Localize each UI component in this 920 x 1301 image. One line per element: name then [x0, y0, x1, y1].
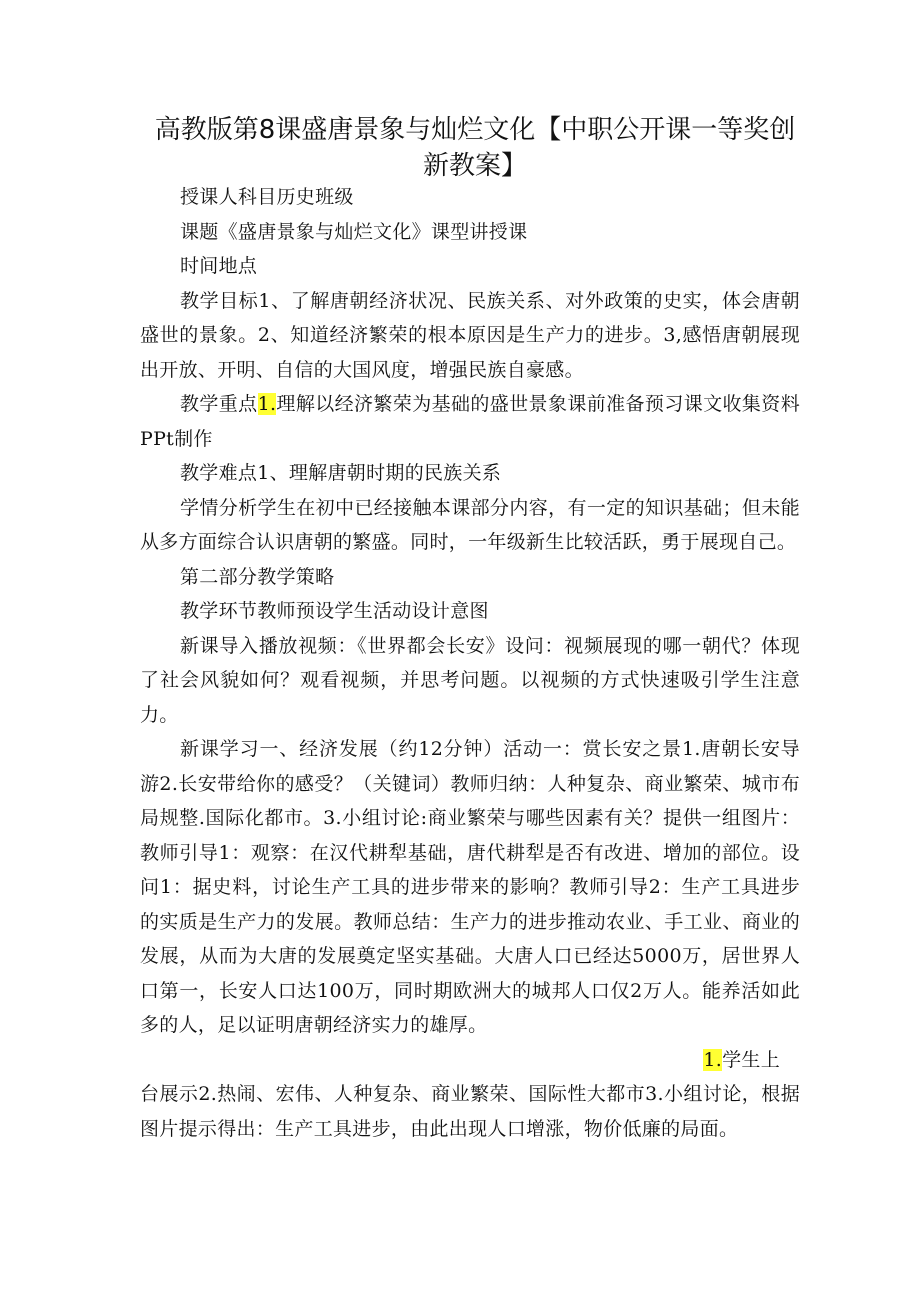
paragraph-student-activity: 台展示2.热闹、宏伟、人种复杂、商业繁荣、国际性大都市3.小组讨论，根据图片提示得出：生产工具进步，由此出现人口增涨，物价低廉的局面。 [140, 1083, 800, 1140]
highlight-mark: 1. [703, 1048, 723, 1071]
paragraph-intro: 新课导入播放视频：《世界都会长安》设问：视频展现的哪一朝代？体现了社会风貌如何？观看视频，并思考问题。以视频的方式快速吸引学生注意力。 [140, 634, 800, 726]
key-points-text: 理解以经济繁荣为基础的盛世景象课前准备预习课文收集资料PPt制作 [140, 393, 801, 450]
paragraph-topic: 课题《盛唐景象与灿烂文化》课型讲授课 [180, 220, 528, 243]
key-points-label: 教学重点 [180, 393, 258, 415]
paragraph-objectives: 教学目标1、了解唐朝经济状况、民族关系、对外政策的史实，体会唐朝盛世的景象。2、知道经济繁荣的根本原因是生产力的进步。3,感悟唐朝展现出开放、开明、自信的大国风度，增强民族自豪感。 [140, 289, 800, 381]
paragraph-student-activity-start [140, 1043, 800, 1078]
paragraph-key-points [140, 387, 800, 456]
paragraph-analysis: 学情分析学生在初中已经接触本课部分内容，有一定的知识基础；但未能从多方面综合认识唐朝的繁盛。同时，一年级新生比较活跃，勇于展现自己。 [140, 496, 800, 553]
paragraph-lesson-info: 授课人科目历史班级 [180, 186, 354, 208]
paragraph-time-place: 时间地点 [180, 255, 258, 277]
paragraph-difficulties: 教学难点1、理解唐朝时期的民族关系 [180, 462, 502, 484]
highlight-mark: 1. [257, 393, 277, 415]
document-body [140, 180, 800, 1146]
student-activity-text: 学生上 [722, 1048, 780, 1071]
paragraph-table-header: 教学环节教师预设学生活动设计意图 [180, 600, 489, 622]
document-title: 高教版第8课盛唐景象与灿烂文化【中职公开课一等奖创新教案】 [154, 115, 796, 181]
paragraph-new-lesson: 新课学习一、经济发展（约12分钟）活动一：赏长安之景1.唐朝长安导游2.长安带给你的感受？（关键词）教师归纳：人种复杂、商业繁荣、城市布局规整.国际化都市。3.小组讨论:商业繁荣与哪些因素有关？提供一组图片：教师引导1：观察：在汉代耕犁基础，唐代耕犁是否有改进、增加的部位。设问1：据史料，讨论生产工具的进步带来的影响？教师引导2：生产工具进步的实质是生产力的发展。教师总结：生产力的进步推动农业、手工业、商业的发展，从而为大唐的发展奠定坚实基础。大唐人口已经达5000万，居世界人口第一，长安人口达100万，同时期欧洲大的城邦人口仅2万人。能养活如此多的人，足以证明唐朝经济实力的雄厚。 [140, 738, 800, 1036]
paragraph-section-two: 第二部分教学策略 [180, 565, 335, 588]
